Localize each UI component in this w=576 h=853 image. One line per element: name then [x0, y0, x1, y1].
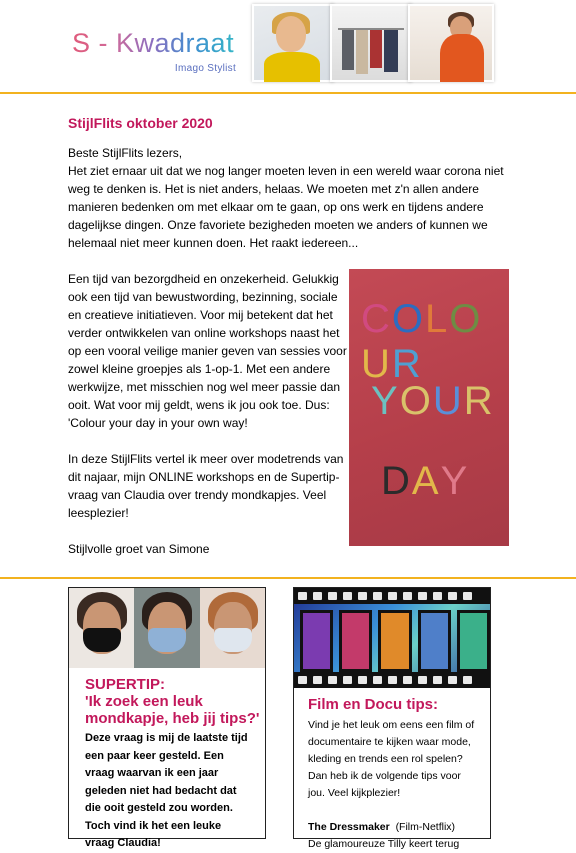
portrait-photo	[252, 4, 334, 82]
supertip-card[interactable]	[68, 587, 266, 849]
film-card[interactable]	[293, 587, 491, 850]
film-strip-image	[294, 588, 490, 688]
header	[0, 0, 576, 92]
header-photos	[252, 4, 490, 78]
wardrobe-photo	[330, 4, 412, 82]
colour-your-day-image	[349, 269, 509, 546]
closing: Stijlvolle groet van Simone	[68, 542, 210, 556]
film-item	[308, 819, 480, 853]
image-word-colour: COLOUR	[361, 297, 483, 386]
supertip-text: Deze vraag is mij de laatste tijd een paar keer gesteld. Een vraag waarvan ik een jaar geleden niet had bedacht dat die ooit gesteld zou worden. Toch vind ik het een leuke vraag Claudia!	[85, 732, 248, 849]
masks-photo	[69, 588, 265, 668]
film-intro: Vind je het leuk om eens een film of documentaire te kijken waar mode, kleding en trends een rol spelen? Dan heb ik de volgende tips voor jou. Veel kijkplezier!	[308, 719, 475, 799]
greeting: Beste StijlFlits lezers,	[68, 146, 183, 160]
brand-name: S - Kwadraat	[72, 28, 235, 58]
newsletter-content	[0, 94, 576, 558]
image-word-your: YOUR	[371, 379, 495, 423]
film-title: Film en Docu tips:	[308, 696, 439, 713]
film-item-title: The Dressmaker	[308, 821, 390, 833]
image-word-day: DAY	[381, 459, 470, 503]
film-item-meta: (Film-Netflix)	[395, 821, 456, 833]
reflection-paragraph: Een tijd van bezorgdheid en onzekerheid. Gelukkig ook een tijd van bewustwording, bezinning, sociale en creatieve initiatieven. Voor mij betekent dat het verder ontwikkelen van online workshops naast het op een vooral veilige manier geven van sessies voor zowel kleine groepjes als 1-op-1. Met een andere werkwijze, met misschien nog wel meer passie dan ooit. Wat voor mij geldt, wens ik jou ook toe. Dus: 'Colour your day in your own way!	[68, 272, 347, 430]
logo[interactable]	[72, 28, 237, 74]
styling-photo	[408, 4, 494, 82]
intro-paragraph: Het ziet ernaar uit dat we nog langer moeten leven in een wereld waar corona niet weg te denken is. Het is niet anders, helaas. We moeten met z'n allen andere manieren bedenken om met elkaar om te gaan, op ons werk en tijdens andere dagelijkse dingen. Onze favoriete bezigheden moeten we anders of kunnen we helemaal niet meer kunnen doen. Het raakt iedereen...	[68, 164, 504, 250]
article-cards	[0, 579, 576, 850]
newsletter-title: StijlFlits oktober 2020	[68, 115, 213, 131]
brand-subtitle: Imago Stylist	[174, 63, 237, 74]
overview-paragraph: In deze StijlFlits vertel ik meer over modetrends van dit najaar, mijn ONLINE workshops en de Supertip-vraag van Claudia over trendy mondkapjes. Veel leesplezier!	[68, 452, 344, 520]
supertip-title: SUPERTIP: 'Ik zoek een leuk mondkapje, heb jij tips?'	[85, 676, 260, 727]
film-item-text: De glamoureuze Tilly keert terug	[308, 838, 460, 850]
